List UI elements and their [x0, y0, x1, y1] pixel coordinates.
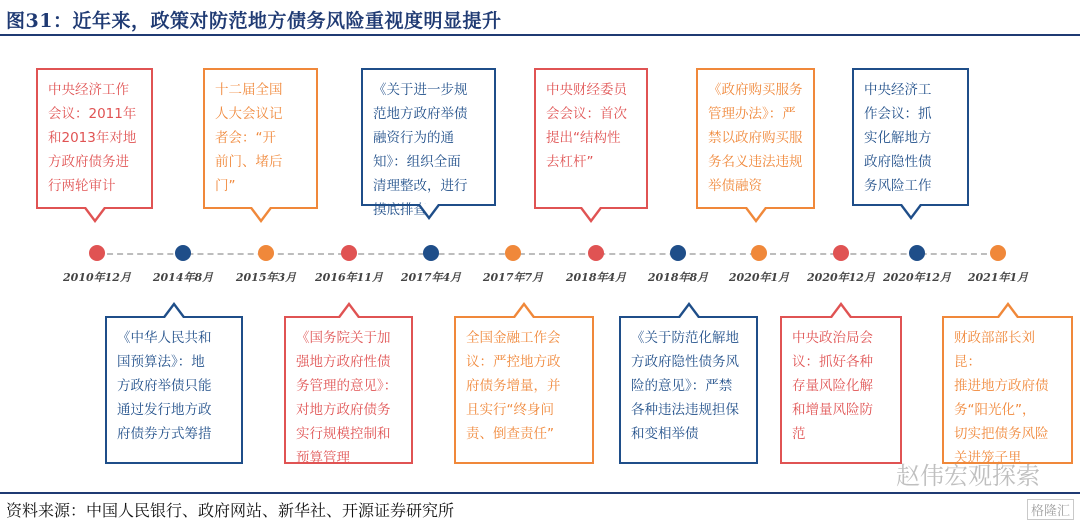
source-note: 资料来源：中国人民银行、政府网站、新华社、开源证券研究所	[6, 501, 455, 520]
timeline-date: 2014年8月	[152, 271, 214, 284]
timeline-date: 2020年12月	[807, 271, 875, 284]
event-box	[619, 316, 758, 464]
event-text: 《关于进一步规 范地方政府举债 融资行为的通 知》：组织全面 清理整改，进行 摸底排查	[373, 82, 468, 218]
event-box	[36, 68, 153, 209]
event-box	[696, 68, 815, 209]
event-box	[105, 316, 243, 464]
timeline-dot	[175, 245, 191, 261]
timeline-date: 2018年8月	[647, 271, 709, 284]
timeline-date: 2016年11月	[315, 271, 383, 284]
footer-rule	[0, 492, 1080, 494]
event-text: 《国务院关于加 强地方政府性债 务管理的意见》： 对地方政府债务 实行规模控制和 预算管理	[296, 330, 398, 466]
timeline-dot	[990, 245, 1006, 261]
timeline-dot	[423, 245, 439, 261]
timeline-dot	[670, 245, 686, 261]
timeline-date: 2017年7月	[482, 271, 544, 284]
watermark: 赵伟宏观探索	[896, 462, 1040, 490]
event-box	[361, 68, 496, 218]
event-text: 《关于防范化解地 方政府隐性债务风 险的意见》：严禁 各种违法违规担保 和变相举债	[631, 330, 739, 442]
event-text: 全国金融工作会 议：严控地方政 府债务增量，并 且实行“终身问 责、倒查责任”	[466, 330, 561, 442]
event-box	[454, 316, 594, 464]
watermark-logo: 格隆汇	[1027, 499, 1074, 520]
event-text: 中央财经委员 会会议：首次 提出“结构性 去杠杆”	[546, 82, 627, 170]
timeline-dot	[833, 245, 849, 261]
event-box	[284, 316, 413, 464]
timeline-date: 2010年12月	[63, 271, 131, 284]
event-box	[852, 68, 969, 206]
event-box	[942, 316, 1073, 464]
timeline-dot	[588, 245, 604, 261]
timeline-date: 2020年1月	[728, 271, 790, 284]
title-rule	[0, 34, 1080, 36]
timeline-dot	[89, 245, 105, 261]
timeline-date: 2018年4月	[565, 271, 627, 284]
figure-title: 图31：近年来，政策对防范地方债务风险重视度明显提升	[6, 10, 502, 32]
event-text: 十二届全国 人大会议记 者会：“开 前门、堵后 门”	[215, 82, 283, 194]
event-box	[780, 316, 902, 464]
timeline-dot	[909, 245, 925, 261]
event-text: 中央经济工作 会议：2011年 和2013年对地 方政府债务进 行两轮审计	[48, 82, 137, 194]
timeline-dot	[751, 245, 767, 261]
timeline-dot	[341, 245, 357, 261]
timeline-date: 2020年12月	[883, 271, 951, 284]
event-text: 《中华人民共和 国预算法》：地 方政府举债只能 通过发行地方政 府债券方式筹措	[117, 330, 212, 442]
timeline-dot	[505, 245, 521, 261]
event-text: 《政府购买服务 管理办法》：严 禁以政府购买服 务名义违法违规 举债融资	[708, 82, 803, 194]
timeline-date: 2021年1月	[967, 271, 1029, 284]
event-text: 中央政治局会 议：抓好各种 存量风险化解 和增量风险防 范	[792, 330, 873, 442]
timeline-dot	[258, 245, 274, 261]
event-text: 财政部部长刘昆： 推进地方政府债 务“阳光化”， 切实把债务风险 关进笼子里	[954, 330, 1049, 466]
timeline-axis	[97, 253, 997, 255]
timeline-date: 2017年4月	[400, 271, 462, 284]
timeline-date: 2015年3月	[235, 271, 297, 284]
event-text: 中央经济工 作会议：抓 实化解地方 政府隐性债 务风险工作	[864, 82, 932, 194]
event-box	[534, 68, 648, 209]
event-box	[203, 68, 318, 209]
